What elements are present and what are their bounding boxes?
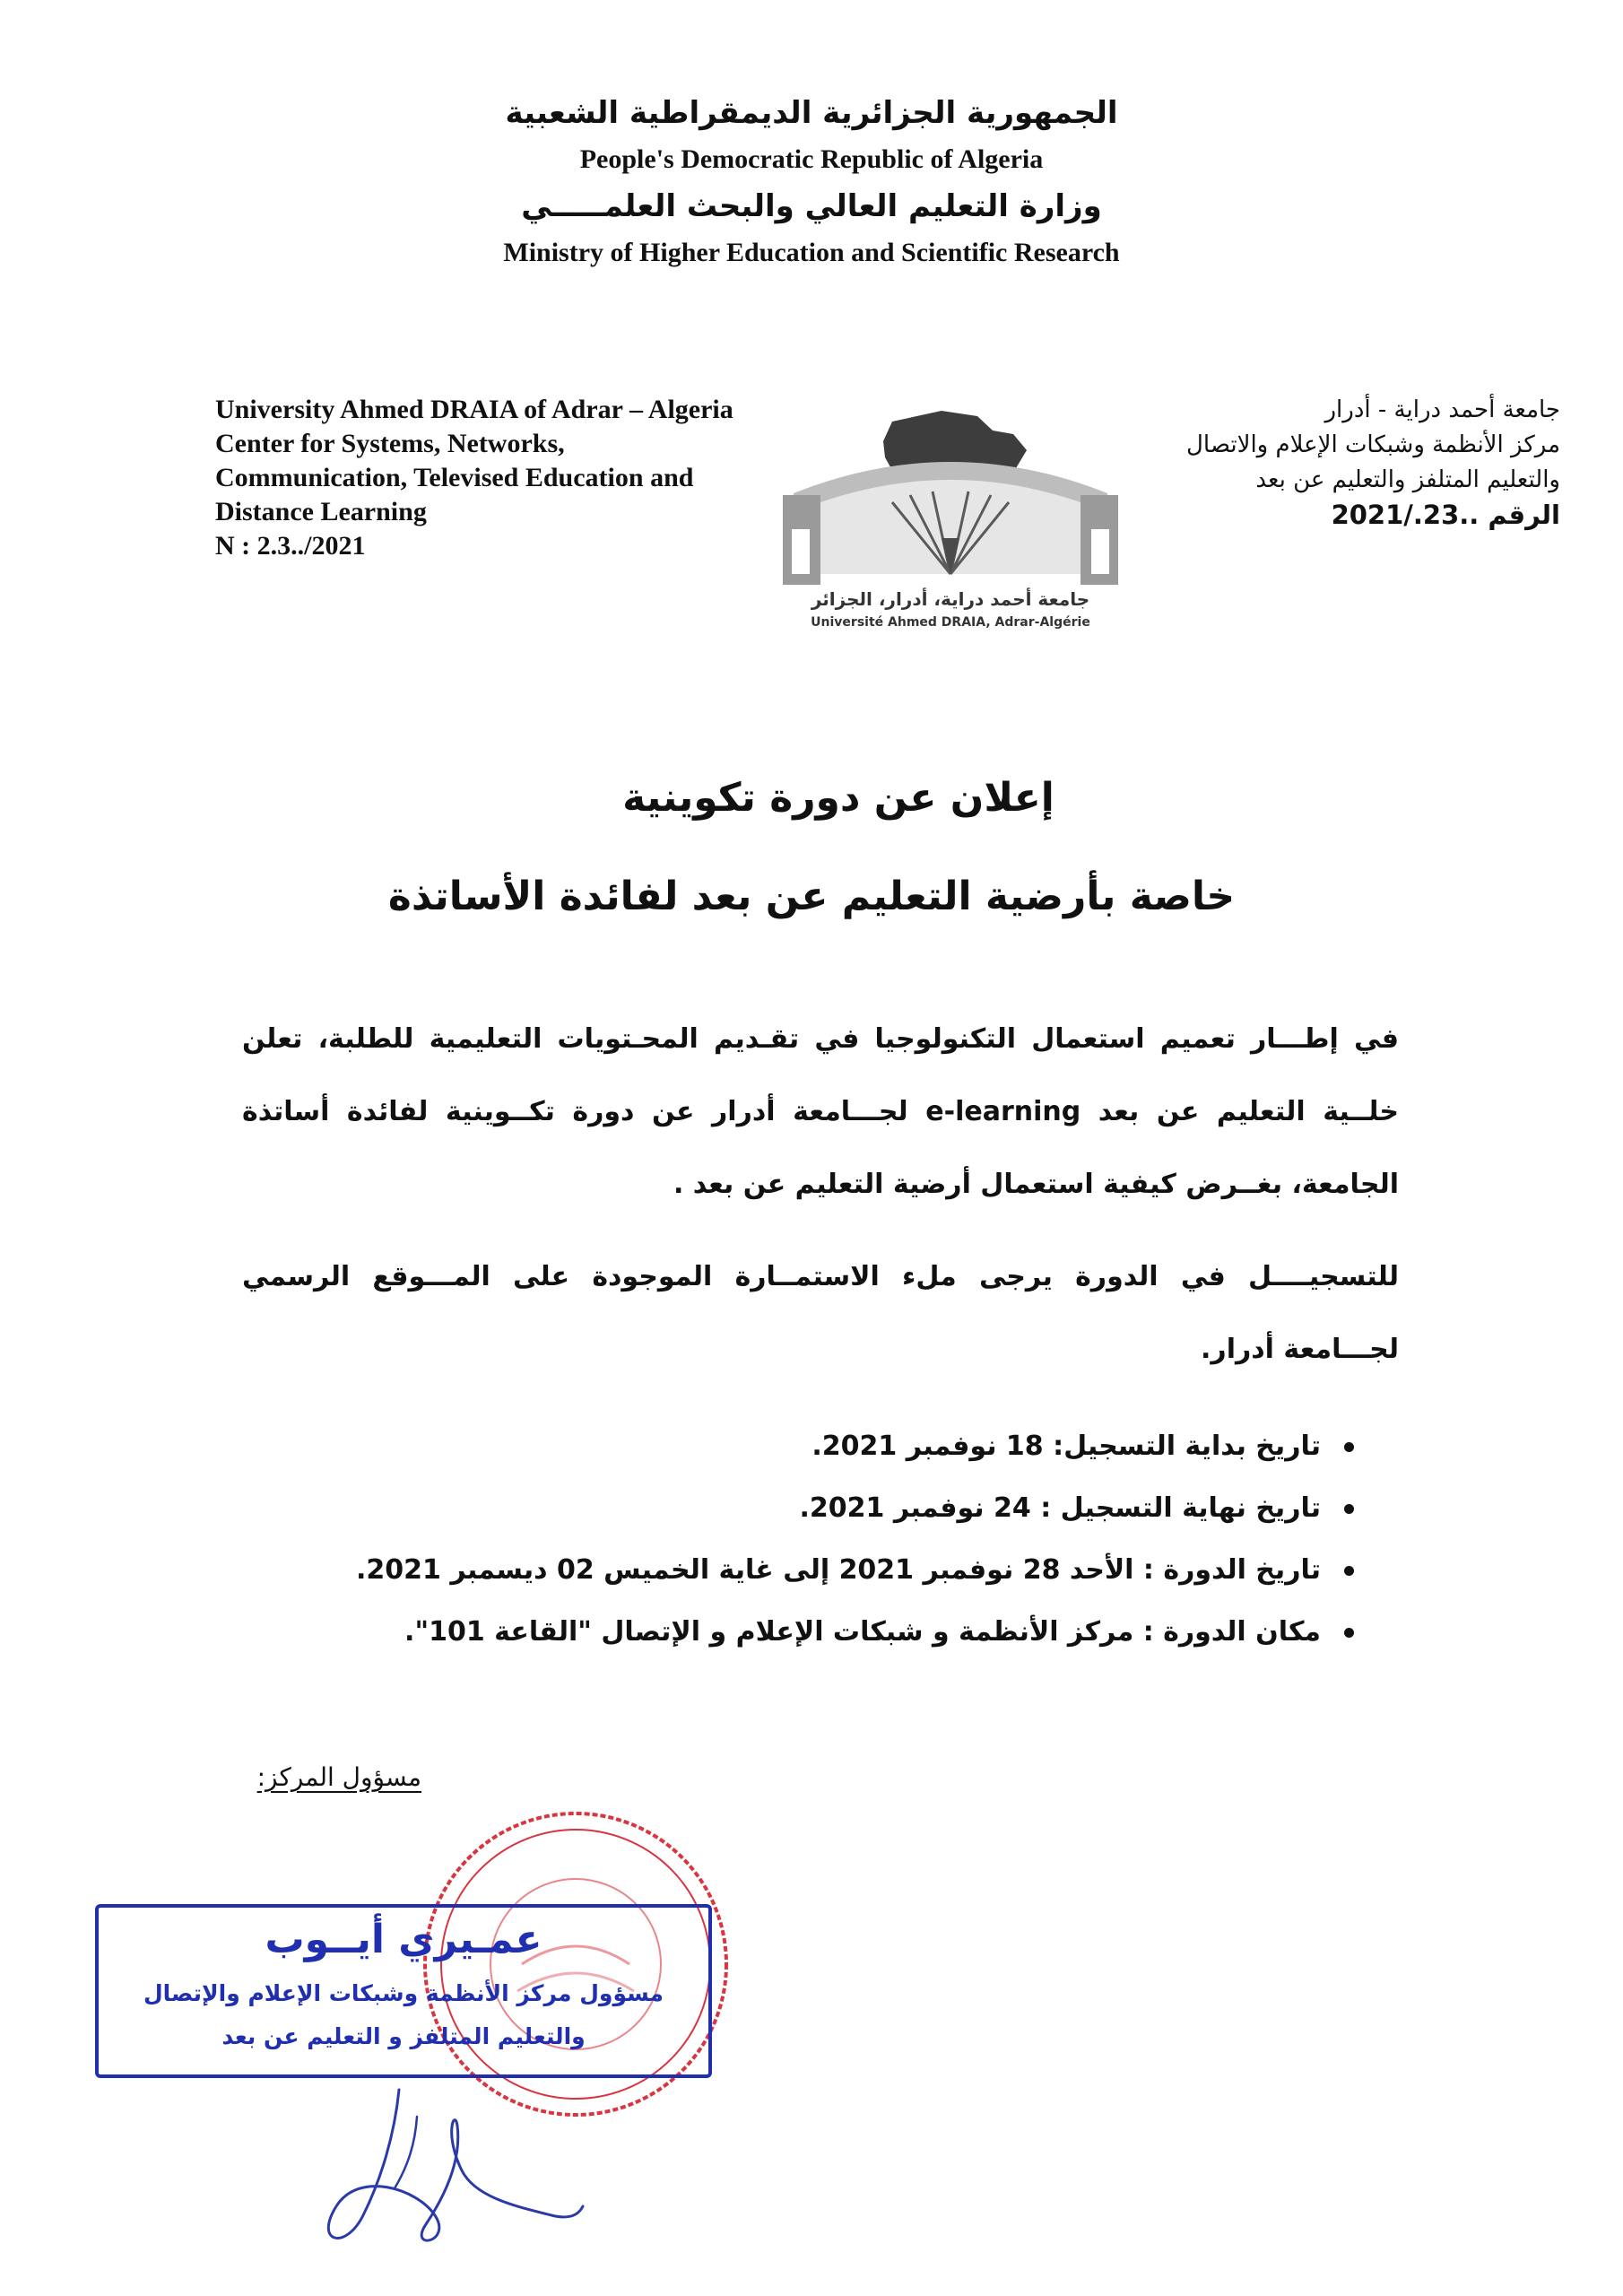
announcement-body xyxy=(242,1003,1399,1386)
header-country-en: People's Democratic Republic of Algeria xyxy=(579,144,1044,174)
institution-ar-line: مركز الأنظمة وشبكات الإعلام والاتصال xyxy=(1186,431,1560,458)
body-paragraph: في إطـــار تعميم استعمال التكنولوجيا في تقـديم المحـتويات التعليمية للطلبة، تعلن خلــية التعليم عن بعد e-learning لجـــامعة أدرار عن دورة تكــوينية لفائدة أساتذة الجامعة، بغــرض كيفية استعمال أرضية التعليم عن بعد . xyxy=(242,1023,1400,1200)
bullet-icon xyxy=(1344,1504,1354,1514)
reference-number-en: N : 2.3../2021 xyxy=(215,531,366,561)
header-country-ar: الجمهورية الجزائرية الديمقراطية الشعبية xyxy=(505,95,1118,131)
logo-caption-ar: جامعة أحمد دراية، أدرار، الجزائر xyxy=(811,588,1090,610)
manager-label: مسؤول المركز: xyxy=(256,1762,421,1792)
name-stamp xyxy=(95,1904,712,2078)
list-item xyxy=(242,1601,1354,1663)
list-item xyxy=(242,1477,1354,1539)
list-item-text: تاريخ نهاية التسجيل : 24 نوفمبر 2021. xyxy=(799,1492,1321,1524)
bullet-icon xyxy=(1344,1566,1354,1576)
details-list xyxy=(242,1415,1354,1663)
stamp-title-line: مسؤول مركز الأنظمة وشبكات الإعلام والإتصال xyxy=(143,1980,664,2006)
logo-caption-fr: Université Ahmed DRAIA, Adrar-Algérie xyxy=(811,615,1090,630)
bullet-icon xyxy=(1344,1628,1354,1638)
institution-ar-line: والتعليم المتلفز والتعليم عن بعد xyxy=(1255,466,1560,493)
stamp-name: عمـيري أيــوب xyxy=(265,1917,542,1962)
title-line-1: إعلان عن دورة تكوينية xyxy=(622,775,1055,821)
list-item-text: تاريخ بداية التسجيل: 18 نوفمبر 2021. xyxy=(812,1431,1321,1462)
institution-ar-line: جامعة أحمد دراية - أدرار xyxy=(1324,396,1560,423)
institution-en-line: University Ahmed DRAIA of Adrar – Algeria xyxy=(215,395,733,424)
institution-en-line: Center for Systems, Networks, xyxy=(215,429,565,458)
list-item-text: مكان الدورة : مركز الأنظمة و شبكات الإعلام و الإتصال "القاعة 101". xyxy=(404,1616,1321,1648)
reference-number-ar: الرقم ..23./2021 xyxy=(1331,500,1560,530)
list-item xyxy=(242,1415,1354,1477)
institution-block-en xyxy=(215,393,843,563)
handwritten-signature-icon xyxy=(309,2081,587,2260)
header-ministry-en: Ministry of Higher Education and Scientific Research xyxy=(503,238,1120,267)
title-line-2: خاصة بأرضية التعليم عن بعد لفائدة الأساتذة xyxy=(387,874,1236,919)
institution-en-line: Communication, Televised Education and xyxy=(215,463,694,492)
bullet-icon xyxy=(1344,1442,1354,1452)
institution-en-line: Distance Learning xyxy=(215,497,427,526)
document-header xyxy=(0,90,1623,276)
announcement-title xyxy=(0,749,1623,946)
body-paragraph: للتسجيــــل في الدورة يرجى ملء الاستمــارة الموجودة على المـــوقع الرسمي لجـــامعة أدرار. xyxy=(242,1261,1399,1365)
header-ministry-ar: وزارة التعليم العالي والبحث العلمـــــي xyxy=(521,188,1102,224)
list-item xyxy=(242,1539,1354,1601)
institution-block-ar xyxy=(1058,393,1560,533)
stamp-title-line: والتعليم المتلفز و التعليم عن بعد xyxy=(221,2023,586,2049)
list-item-text: تاريخ الدورة : الأحد 28 نوفمبر 2021 إلى غاية الخميس 02 ديسمبر 2021. xyxy=(355,1554,1321,1586)
